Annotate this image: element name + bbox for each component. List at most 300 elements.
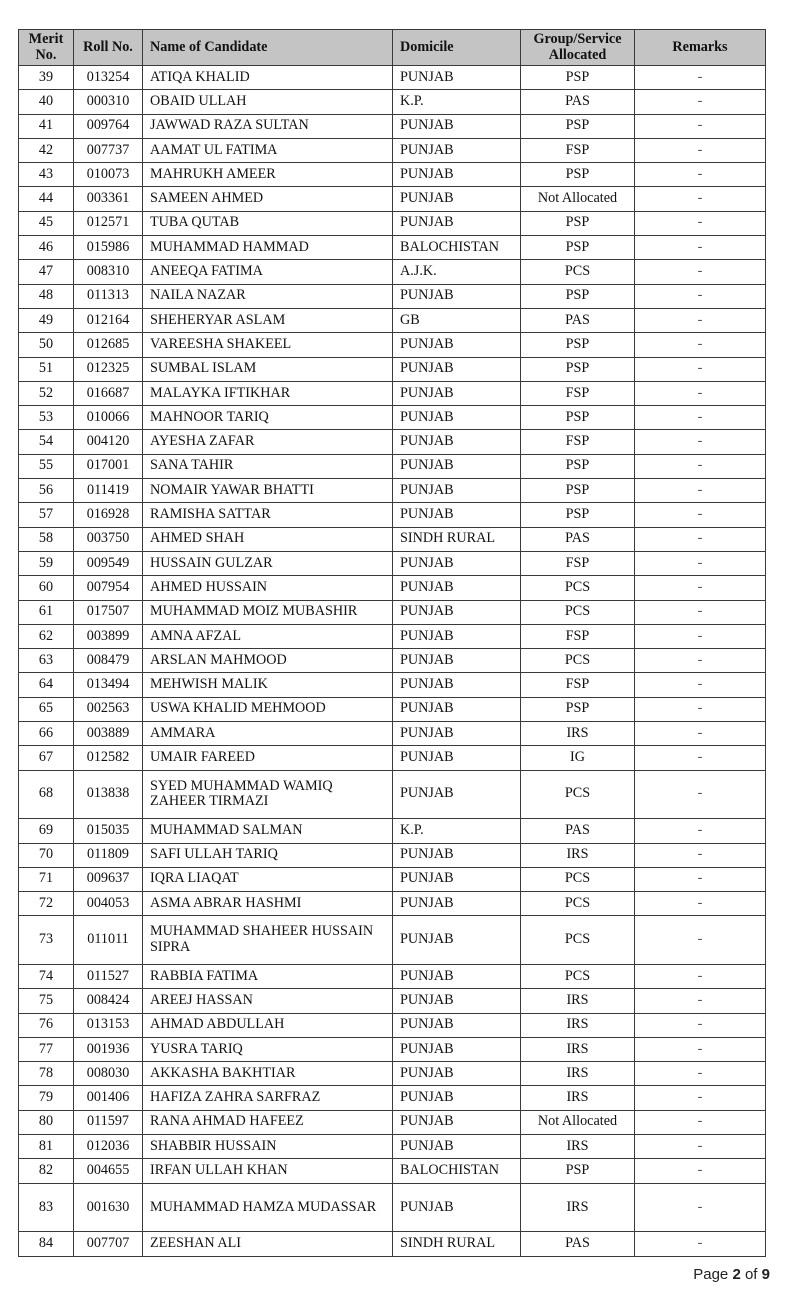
- candidate-name-cell: TUBA QUTAB: [143, 211, 393, 235]
- group-service-cell: Not Allocated: [521, 1110, 635, 1134]
- remarks-cell: -: [635, 1013, 766, 1037]
- remarks-cell: -: [635, 964, 766, 988]
- group-service-cell: PAS: [521, 527, 635, 551]
- candidate-name-cell: ANEEQA FATIMA: [143, 260, 393, 284]
- domicile-cell: A.J.K.: [393, 260, 521, 284]
- domicile-cell: PUNJAB: [393, 381, 521, 405]
- roll-no-cell: 011313: [74, 284, 143, 308]
- remarks-cell: -: [635, 989, 766, 1013]
- candidate-name-cell: RABBIA FATIMA: [143, 964, 393, 988]
- header-domicile: Domicile: [393, 30, 521, 66]
- domicile-cell: SINDH RURAL: [393, 527, 521, 551]
- group-service-cell: PSP: [521, 163, 635, 187]
- roll-no-cell: 004053: [74, 892, 143, 916]
- merit-no-cell: 81: [19, 1135, 74, 1159]
- roll-no-cell: 011011: [74, 916, 143, 965]
- table-row: [19, 1183, 766, 1232]
- table-row: [19, 1086, 766, 1110]
- table-row: [19, 503, 766, 527]
- roll-no-cell: 010073: [74, 163, 143, 187]
- roll-no-cell: 001936: [74, 1037, 143, 1061]
- roll-no-cell: 013254: [74, 66, 143, 90]
- group-service-cell: IRS: [521, 1183, 635, 1232]
- merit-no-cell: 67: [19, 746, 74, 770]
- group-service-cell: PSP: [521, 503, 635, 527]
- total-pages: 9: [761, 1266, 770, 1283]
- table-row: [19, 1037, 766, 1061]
- group-service-cell: Not Allocated: [521, 187, 635, 211]
- domicile-cell: PUNJAB: [393, 211, 521, 235]
- header-name: Name of Candidate: [143, 30, 393, 66]
- roll-no-cell: 016687: [74, 381, 143, 405]
- group-service-cell: FSP: [521, 673, 635, 697]
- group-service-cell: IRS: [521, 722, 635, 746]
- remarks-cell: -: [635, 90, 766, 114]
- merit-no-cell: 48: [19, 284, 74, 308]
- table-row: [19, 867, 766, 891]
- candidate-name-cell: SHEHERYAR ASLAM: [143, 308, 393, 332]
- group-service-cell: PCS: [521, 867, 635, 891]
- merit-no-cell: 74: [19, 964, 74, 988]
- candidate-name-cell: MAHNOOR TARIQ: [143, 406, 393, 430]
- remarks-cell: -: [635, 551, 766, 575]
- candidate-name-cell: MAHRUKH AMEER: [143, 163, 393, 187]
- roll-no-cell: 000310: [74, 90, 143, 114]
- remarks-cell: -: [635, 770, 766, 819]
- table-row: [19, 551, 766, 575]
- header-row: [19, 30, 766, 66]
- group-service-cell: PCS: [521, 260, 635, 284]
- group-service-cell: PAS: [521, 308, 635, 332]
- table-row: [19, 673, 766, 697]
- roll-no-cell: 009764: [74, 114, 143, 138]
- domicile-cell: PUNJAB: [393, 624, 521, 648]
- domicile-cell: PUNJAB: [393, 1135, 521, 1159]
- roll-no-cell: 015986: [74, 236, 143, 260]
- candidate-name-cell: VAREESHA SHAKEEL: [143, 333, 393, 357]
- domicile-cell: PUNJAB: [393, 138, 521, 162]
- table-body: [19, 66, 766, 1257]
- roll-no-cell: 003899: [74, 624, 143, 648]
- candidate-name-cell: MUHAMMAD SALMAN: [143, 819, 393, 843]
- candidate-name-cell: MALAYKA IFTIKHAR: [143, 381, 393, 405]
- merit-no-cell: 82: [19, 1159, 74, 1183]
- roll-no-cell: 017001: [74, 454, 143, 478]
- candidate-name-cell: USWA KHALID MEHMOOD: [143, 697, 393, 721]
- candidate-name-cell: AHMED HUSSAIN: [143, 576, 393, 600]
- group-service-cell: IG: [521, 746, 635, 770]
- merit-no-cell: 51: [19, 357, 74, 381]
- merit-no-cell: 57: [19, 503, 74, 527]
- remarks-cell: -: [635, 649, 766, 673]
- remarks-cell: -: [635, 1135, 766, 1159]
- candidate-name-cell: ZEESHAN ALI: [143, 1232, 393, 1256]
- remarks-cell: -: [635, 600, 766, 624]
- remarks-cell: -: [635, 114, 766, 138]
- domicile-cell: PUNJAB: [393, 770, 521, 819]
- table-row: [19, 819, 766, 843]
- merit-no-cell: 75: [19, 989, 74, 1013]
- candidate-name-cell: IRFAN ULLAH KHAN: [143, 1159, 393, 1183]
- group-service-cell: IRS: [521, 1086, 635, 1110]
- current-page: 2: [732, 1266, 741, 1283]
- roll-no-cell: 016928: [74, 503, 143, 527]
- merit-no-cell: 53: [19, 406, 74, 430]
- group-service-cell: PCS: [521, 649, 635, 673]
- candidate-name-cell: IQRA LIAQAT: [143, 867, 393, 891]
- remarks-cell: -: [635, 722, 766, 746]
- candidate-name-cell: AHMAD ABDULLAH: [143, 1013, 393, 1037]
- group-service-cell: PSP: [521, 1159, 635, 1183]
- roll-no-cell: 010066: [74, 406, 143, 430]
- merit-no-cell: 70: [19, 843, 74, 867]
- remarks-cell: -: [635, 843, 766, 867]
- remarks-cell: -: [635, 697, 766, 721]
- page-label: Page: [693, 1266, 729, 1283]
- table-row: [19, 138, 766, 162]
- candidate-name-cell: SANA TAHIR: [143, 454, 393, 478]
- group-service-cell: FSP: [521, 381, 635, 405]
- domicile-cell: PUNJAB: [393, 479, 521, 503]
- domicile-cell: PUNJAB: [393, 892, 521, 916]
- merit-no-cell: 73: [19, 916, 74, 965]
- merit-no-cell: 72: [19, 892, 74, 916]
- candidate-name-cell: AREEJ HASSAN: [143, 989, 393, 1013]
- roll-no-cell: 012164: [74, 308, 143, 332]
- candidate-name-cell: MUHAMMAD SHAHEER HUSSAIN SIPRA: [143, 916, 393, 965]
- domicile-cell: PUNJAB: [393, 843, 521, 867]
- group-service-cell: PCS: [521, 576, 635, 600]
- remarks-cell: -: [635, 1183, 766, 1232]
- domicile-cell: PUNJAB: [393, 1062, 521, 1086]
- roll-no-cell: 012325: [74, 357, 143, 381]
- domicile-cell: PUNJAB: [393, 1086, 521, 1110]
- merit-no-cell: 45: [19, 211, 74, 235]
- merit-no-cell: 59: [19, 551, 74, 575]
- candidate-name-cell: UMAIR FAREED: [143, 746, 393, 770]
- group-service-cell: PCS: [521, 892, 635, 916]
- table-row: [19, 236, 766, 260]
- table-row: [19, 187, 766, 211]
- merit-no-cell: 83: [19, 1183, 74, 1232]
- candidate-name-cell: NOMAIR YAWAR BHATTI: [143, 479, 393, 503]
- candidate-name-cell: MEHWISH MALIK: [143, 673, 393, 697]
- candidate-name-cell: AHMED SHAH: [143, 527, 393, 551]
- merit-no-cell: 47: [19, 260, 74, 284]
- of-label: of: [744, 1266, 758, 1283]
- merit-no-cell: 46: [19, 236, 74, 260]
- table-row: [19, 211, 766, 235]
- group-service-cell: PAS: [521, 819, 635, 843]
- table-row: [19, 576, 766, 600]
- domicile-cell: BALOCHISTAN: [393, 236, 521, 260]
- merit-no-cell: 43: [19, 163, 74, 187]
- domicile-cell: PUNJAB: [393, 1183, 521, 1232]
- candidate-name-cell: MUHAMMAD HAMMAD: [143, 236, 393, 260]
- candidate-name-cell: SAFI ULLAH TARIQ: [143, 843, 393, 867]
- roll-no-cell: 012685: [74, 333, 143, 357]
- merit-no-cell: 39: [19, 66, 74, 90]
- candidate-name-cell: AMNA AFZAL: [143, 624, 393, 648]
- domicile-cell: PUNJAB: [393, 454, 521, 478]
- roll-no-cell: 008424: [74, 989, 143, 1013]
- table-row: [19, 406, 766, 430]
- domicile-cell: PUNJAB: [393, 430, 521, 454]
- merit-no-cell: 49: [19, 308, 74, 332]
- group-service-cell: FSP: [521, 551, 635, 575]
- remarks-cell: -: [635, 260, 766, 284]
- merit-no-cell: 58: [19, 527, 74, 551]
- roll-no-cell: 013153: [74, 1013, 143, 1037]
- domicile-cell: PUNJAB: [393, 722, 521, 746]
- table-row: [19, 66, 766, 90]
- merit-no-cell: 42: [19, 138, 74, 162]
- remarks-cell: -: [635, 381, 766, 405]
- domicile-cell: K.P.: [393, 90, 521, 114]
- domicile-cell: PUNJAB: [393, 187, 521, 211]
- group-service-cell: PSP: [521, 479, 635, 503]
- roll-no-cell: 003361: [74, 187, 143, 211]
- domicile-cell: PUNJAB: [393, 576, 521, 600]
- merit-no-cell: 54: [19, 430, 74, 454]
- remarks-cell: -: [635, 308, 766, 332]
- roll-no-cell: 003750: [74, 527, 143, 551]
- remarks-cell: -: [635, 236, 766, 260]
- header-group-service: Group/Service Allocated: [521, 30, 635, 66]
- remarks-cell: -: [635, 1062, 766, 1086]
- group-service-cell: IRS: [521, 843, 635, 867]
- candidate-name-cell: AYESHA ZAFAR: [143, 430, 393, 454]
- roll-no-cell: 008030: [74, 1062, 143, 1086]
- remarks-cell: -: [635, 624, 766, 648]
- table-row: [19, 770, 766, 819]
- candidate-name-cell: SYED MUHAMMAD WAMIQ ZAHEER TIRMAZI: [143, 770, 393, 819]
- roll-no-cell: 008310: [74, 260, 143, 284]
- roll-no-cell: 009549: [74, 551, 143, 575]
- domicile-cell: PUNJAB: [393, 673, 521, 697]
- group-service-cell: PSP: [521, 114, 635, 138]
- table-row: [19, 1110, 766, 1134]
- remarks-cell: -: [635, 746, 766, 770]
- group-service-cell: PAS: [521, 90, 635, 114]
- group-service-cell: IRS: [521, 1013, 635, 1037]
- roll-no-cell: 011597: [74, 1110, 143, 1134]
- domicile-cell: PUNJAB: [393, 114, 521, 138]
- table-row: [19, 1062, 766, 1086]
- table-row: [19, 284, 766, 308]
- table-row: [19, 381, 766, 405]
- table-row: [19, 1232, 766, 1256]
- group-service-cell: PSP: [521, 333, 635, 357]
- domicile-cell: PUNJAB: [393, 916, 521, 965]
- table-row: [19, 454, 766, 478]
- group-service-cell: FSP: [521, 430, 635, 454]
- candidate-name-cell: SHABBIR HUSSAIN: [143, 1135, 393, 1159]
- merit-no-cell: 55: [19, 454, 74, 478]
- table-row: [19, 527, 766, 551]
- remarks-cell: -: [635, 673, 766, 697]
- header-roll-no: Roll No.: [74, 30, 143, 66]
- roll-no-cell: 001406: [74, 1086, 143, 1110]
- remarks-cell: -: [635, 867, 766, 891]
- domicile-cell: PUNJAB: [393, 284, 521, 308]
- domicile-cell: GB: [393, 308, 521, 332]
- candidate-name-cell: OBAID ULLAH: [143, 90, 393, 114]
- domicile-cell: PUNJAB: [393, 964, 521, 988]
- candidate-name-cell: RANA AHMAD HAFEEZ: [143, 1110, 393, 1134]
- candidate-name-cell: RAMISHA SATTAR: [143, 503, 393, 527]
- group-service-cell: PSP: [521, 236, 635, 260]
- remarks-cell: -: [635, 406, 766, 430]
- candidate-name-cell: YUSRA TARIQ: [143, 1037, 393, 1061]
- roll-no-cell: 013494: [74, 673, 143, 697]
- roll-no-cell: 012582: [74, 746, 143, 770]
- page-indicator: [693, 1266, 770, 1283]
- candidate-name-cell: AKKASHA BAKHTIAR: [143, 1062, 393, 1086]
- table-row: [19, 989, 766, 1013]
- table-row: [19, 90, 766, 114]
- remarks-cell: -: [635, 187, 766, 211]
- domicile-cell: PUNJAB: [393, 1110, 521, 1134]
- table-row: [19, 333, 766, 357]
- roll-no-cell: 012571: [74, 211, 143, 235]
- merit-no-cell: 52: [19, 381, 74, 405]
- group-service-cell: PSP: [521, 406, 635, 430]
- merit-no-cell: 78: [19, 1062, 74, 1086]
- remarks-cell: -: [635, 819, 766, 843]
- remarks-cell: -: [635, 1232, 766, 1256]
- table-row: [19, 843, 766, 867]
- domicile-cell: PUNJAB: [393, 1037, 521, 1061]
- roll-no-cell: 007737: [74, 138, 143, 162]
- group-service-cell: PCS: [521, 770, 635, 819]
- candidate-name-cell: AMMARA: [143, 722, 393, 746]
- domicile-cell: PUNJAB: [393, 333, 521, 357]
- merit-no-cell: 44: [19, 187, 74, 211]
- remarks-cell: -: [635, 333, 766, 357]
- remarks-cell: -: [635, 916, 766, 965]
- remarks-cell: -: [635, 357, 766, 381]
- table-header: [19, 30, 766, 66]
- domicile-cell: PUNJAB: [393, 66, 521, 90]
- roll-no-cell: 017507: [74, 600, 143, 624]
- group-service-cell: PCS: [521, 600, 635, 624]
- roll-no-cell: 007707: [74, 1232, 143, 1256]
- domicile-cell: BALOCHISTAN: [393, 1159, 521, 1183]
- domicile-cell: PUNJAB: [393, 163, 521, 187]
- group-service-cell: PSP: [521, 211, 635, 235]
- candidate-name-cell: AAMAT UL FATIMA: [143, 138, 393, 162]
- merit-no-cell: 64: [19, 673, 74, 697]
- domicile-cell: PUNJAB: [393, 406, 521, 430]
- domicile-cell: K.P.: [393, 819, 521, 843]
- merit-no-cell: 41: [19, 114, 74, 138]
- roll-no-cell: 002563: [74, 697, 143, 721]
- remarks-cell: -: [635, 163, 766, 187]
- roll-no-cell: 011809: [74, 843, 143, 867]
- remarks-cell: -: [635, 1086, 766, 1110]
- header-merit-no: Merit No.: [19, 30, 74, 66]
- remarks-cell: -: [635, 1110, 766, 1134]
- merit-no-cell: 71: [19, 867, 74, 891]
- remarks-cell: -: [635, 1037, 766, 1061]
- merit-list-table: [18, 29, 766, 1257]
- merit-no-cell: 40: [19, 90, 74, 114]
- roll-no-cell: 003889: [74, 722, 143, 746]
- roll-no-cell: 008479: [74, 649, 143, 673]
- merit-no-cell: 62: [19, 624, 74, 648]
- roll-no-cell: 001630: [74, 1183, 143, 1232]
- remarks-cell: -: [635, 892, 766, 916]
- table-row: [19, 260, 766, 284]
- remarks-cell: -: [635, 430, 766, 454]
- remarks-cell: -: [635, 66, 766, 90]
- table-row: [19, 479, 766, 503]
- group-service-cell: PSP: [521, 697, 635, 721]
- remarks-cell: -: [635, 284, 766, 308]
- table-row: [19, 430, 766, 454]
- merit-no-cell: 77: [19, 1037, 74, 1061]
- group-service-cell: PSP: [521, 284, 635, 308]
- remarks-cell: -: [635, 479, 766, 503]
- merit-no-cell: 68: [19, 770, 74, 819]
- roll-no-cell: 015035: [74, 819, 143, 843]
- domicile-cell: PUNJAB: [393, 357, 521, 381]
- group-service-cell: IRS: [521, 1037, 635, 1061]
- domicile-cell: SINDH RURAL: [393, 1232, 521, 1256]
- merit-no-cell: 69: [19, 819, 74, 843]
- merit-no-cell: 65: [19, 697, 74, 721]
- remarks-cell: -: [635, 576, 766, 600]
- candidate-name-cell: ATIQA KHALID: [143, 66, 393, 90]
- remarks-cell: -: [635, 503, 766, 527]
- candidate-name-cell: NAILA NAZAR: [143, 284, 393, 308]
- remarks-cell: -: [635, 1159, 766, 1183]
- roll-no-cell: 004120: [74, 430, 143, 454]
- merit-no-cell: 50: [19, 333, 74, 357]
- merit-no-cell: 56: [19, 479, 74, 503]
- table-row: [19, 964, 766, 988]
- table-row: [19, 114, 766, 138]
- group-service-cell: IRS: [521, 1135, 635, 1159]
- merit-no-cell: 61: [19, 600, 74, 624]
- table-row: [19, 697, 766, 721]
- domicile-cell: PUNJAB: [393, 503, 521, 527]
- candidate-name-cell: ASMA ABRAR HASHMI: [143, 892, 393, 916]
- table-row: [19, 1135, 766, 1159]
- table-row: [19, 600, 766, 624]
- candidate-name-cell: SUMBAL ISLAM: [143, 357, 393, 381]
- merit-no-cell: 84: [19, 1232, 74, 1256]
- domicile-cell: PUNJAB: [393, 989, 521, 1013]
- table-row: [19, 649, 766, 673]
- roll-no-cell: 009637: [74, 867, 143, 891]
- table-row: [19, 624, 766, 648]
- group-service-cell: PSP: [521, 454, 635, 478]
- table-row: [19, 916, 766, 965]
- roll-no-cell: 011527: [74, 964, 143, 988]
- table-row: [19, 746, 766, 770]
- remarks-cell: -: [635, 454, 766, 478]
- group-service-cell: PCS: [521, 916, 635, 965]
- group-service-cell: FSP: [521, 624, 635, 648]
- domicile-cell: PUNJAB: [393, 600, 521, 624]
- roll-no-cell: 012036: [74, 1135, 143, 1159]
- table-row: [19, 1159, 766, 1183]
- roll-no-cell: 013838: [74, 770, 143, 819]
- candidate-name-cell: ARSLAN MAHMOOD: [143, 649, 393, 673]
- roll-no-cell: 007954: [74, 576, 143, 600]
